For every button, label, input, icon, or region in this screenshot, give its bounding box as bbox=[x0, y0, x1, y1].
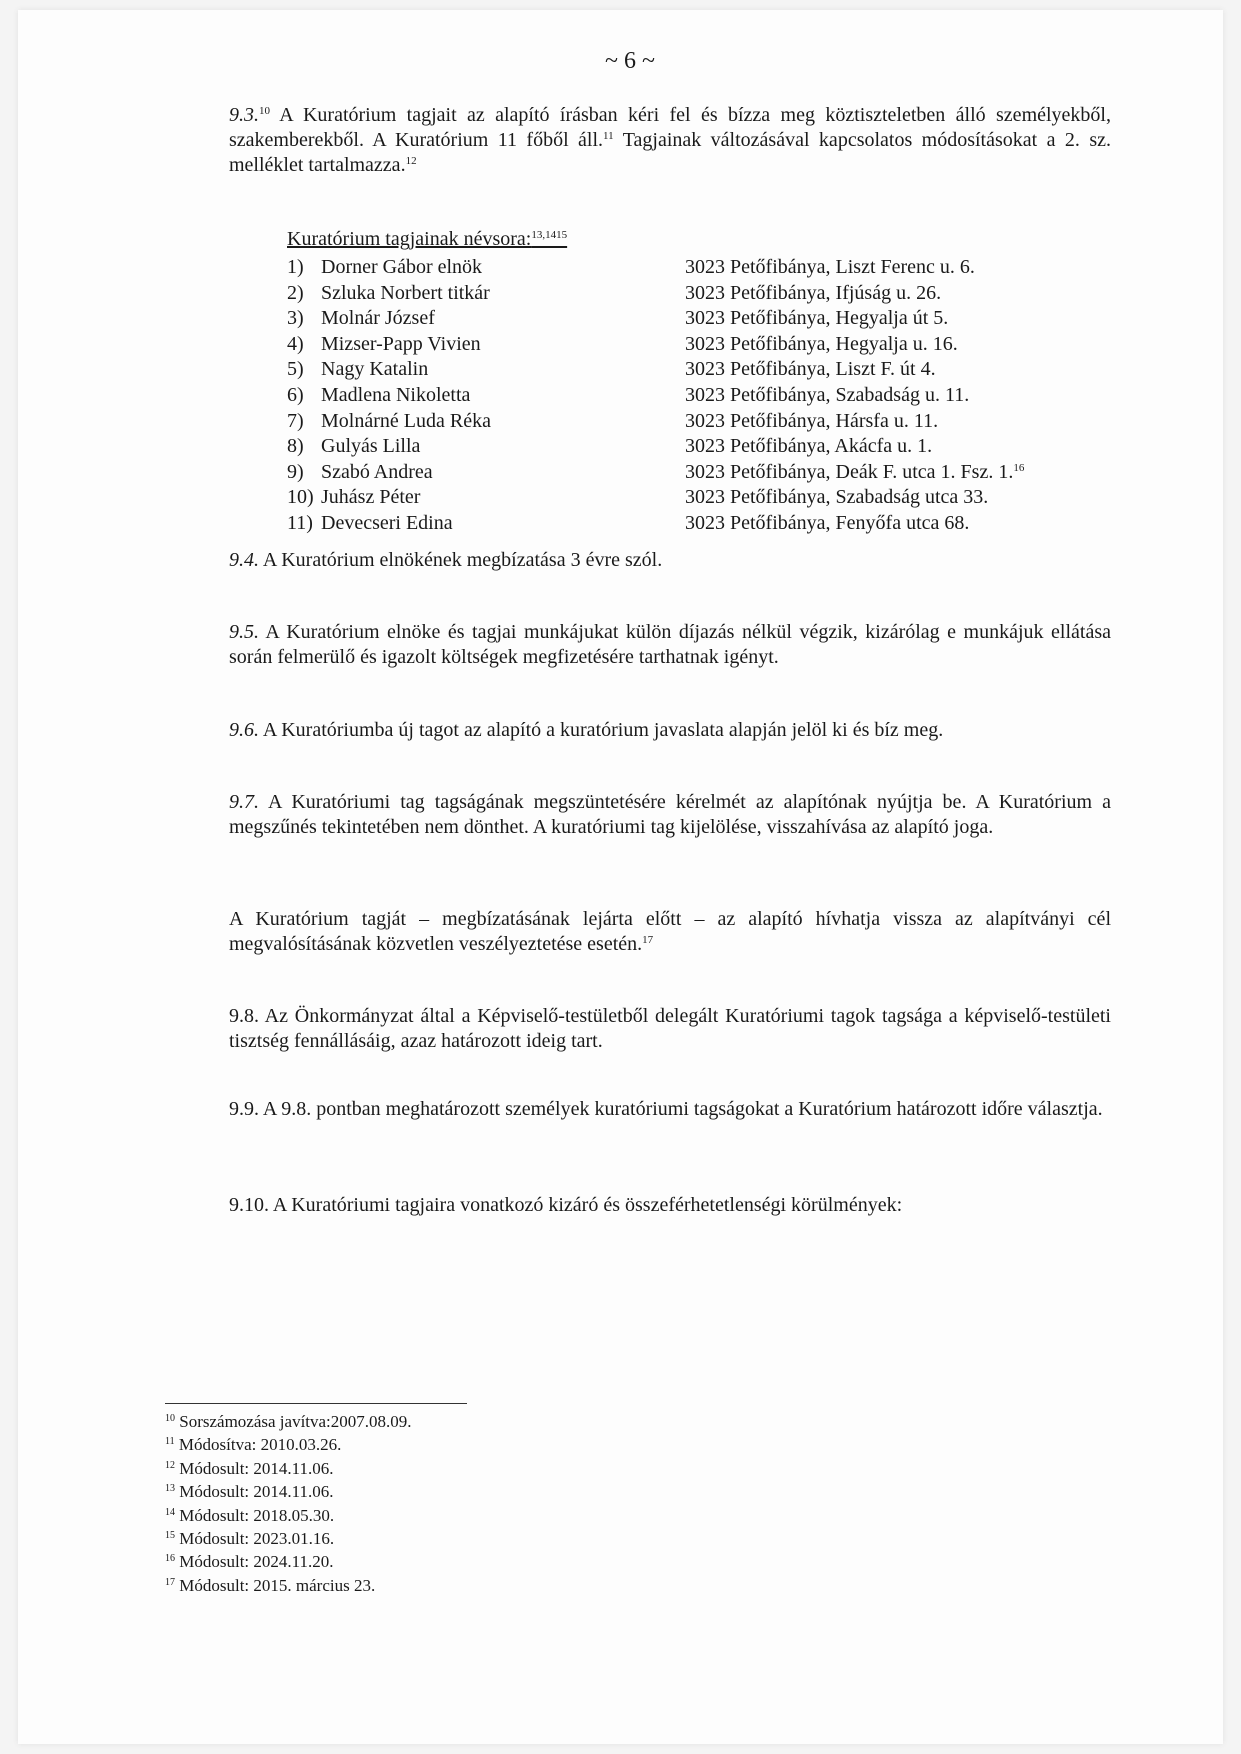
member-row bbox=[287, 282, 1107, 308]
footnote-number: 13 bbox=[165, 1483, 175, 1495]
footnote-number: 17 bbox=[165, 1576, 175, 1588]
footnote-text: Módosult: 2023.01.16. bbox=[175, 1529, 335, 1549]
paragraph-9-6 bbox=[229, 718, 1111, 743]
member-name: Molnárné Luda Réka bbox=[321, 409, 491, 432]
member-name: Juhász Péter bbox=[321, 486, 421, 509]
paragraph-9-4 bbox=[229, 548, 1111, 573]
member-index: 11) bbox=[287, 511, 313, 534]
paragraph-9-7-recall bbox=[229, 907, 1111, 957]
footnote-text: Módosult: 2018.05.30. bbox=[175, 1505, 335, 1525]
member-name: Dorner Gábor elnök bbox=[321, 256, 483, 278]
member-address: 3023 Petőfibánya, Akácfa u. 1. bbox=[685, 435, 933, 458]
member-name: Mizser-Papp Vivien bbox=[321, 332, 481, 355]
paragraph-text: A Kuratórium tagját – megbízatásának lejárta előtt – az alapító hívhatja vissza az alapítványi cél megvalósításának közvetlen veszélyeztetése esetén. bbox=[229, 908, 1111, 955]
paragraph-9-8 bbox=[229, 1004, 1111, 1054]
members-list-title: Kuratórium tagjainak névsora:$^{13,1415}$ bbox=[287, 228, 568, 250]
footnote-text: Módosult: 2014.11.06. bbox=[175, 1482, 334, 1502]
paragraph-text: A 9.8. pontban meghatározott személyek kuratóriumi tagságokat a Kuratórium határozott időre választja. bbox=[259, 1098, 1103, 1120]
member-index: 1) bbox=[287, 256, 304, 278]
member-address: 3023 Petőfibánya, Deák F. utca 1. Fsz. 1.16 bbox=[685, 460, 1025, 483]
footnote-text: Módosult: 2024.11.20. bbox=[175, 1552, 334, 1572]
member-name: Gulyás Lilla bbox=[321, 435, 421, 458]
member-address: 3023 Petőfibánya, Ifjúság u. 26. bbox=[685, 281, 942, 304]
footnote-text: Módosítva: 2010.03.26. bbox=[174, 1435, 342, 1455]
member-row bbox=[287, 307, 1107, 333]
member-index: 3) bbox=[287, 307, 304, 330]
section-number: 9.7. bbox=[229, 791, 259, 813]
footnote bbox=[165, 1433, 412, 1456]
member-name: Nagy Katalin bbox=[321, 358, 429, 381]
footnote bbox=[165, 1410, 412, 1433]
footnote-number: 10 bbox=[165, 1413, 175, 1424]
member-index: 9) bbox=[287, 460, 304, 483]
page-number: ~ 6 ~ bbox=[605, 48, 655, 74]
member-index: 2) bbox=[287, 281, 304, 304]
member-index: 8) bbox=[287, 435, 304, 458]
paragraph-text: 9.10. A Kuratóriumi tagjaira vonatkozó kizáró és összeférhetetlenségi körülmények: bbox=[229, 1194, 903, 1216]
member-row bbox=[287, 333, 1107, 359]
member-address: 3023 Petőfibánya, Szabadság utca 33. bbox=[685, 486, 989, 509]
footnote-text: Módosult: 2014.11.06. bbox=[175, 1458, 334, 1478]
footnote-separator bbox=[165, 1403, 467, 1404]
footnote bbox=[165, 1574, 412, 1597]
footnote-number: 12 bbox=[165, 1459, 175, 1471]
footnote-ref: 11 bbox=[603, 130, 614, 142]
footnote bbox=[165, 1480, 412, 1503]
member-index: 7) bbox=[287, 409, 304, 432]
paragraph-9-10 bbox=[229, 1193, 1111, 1218]
paragraph-9-9 bbox=[229, 1097, 1111, 1122]
footnotes bbox=[165, 1410, 412, 1597]
member-address: 3023 Petőfibánya, Fenyőfa utca 68. bbox=[685, 511, 970, 534]
member-row bbox=[287, 358, 1107, 384]
member-address: 3023 Petőfibánya, Hársfa u. 11. bbox=[685, 409, 939, 432]
members-list bbox=[287, 256, 1107, 538]
member-index: 10) bbox=[287, 486, 314, 509]
paragraph-text: A Kuratóriumi tag tagságának megszüntetésére kérelmét az alapítónak nyújtja be. A Kuratórium a megszűnés tekintetében nem dönthet. A kuratóriumi tag kijelölése, visszahívása az alapító joga. bbox=[229, 791, 1111, 838]
section-number: 9.3. bbox=[229, 104, 259, 126]
paragraph-text: A Kuratórium tagjait az alapító írásban kéri fel és bízza meg köztiszteletben álló személyekből, szakemberekből. A Kuratórium 11 főből áll. bbox=[229, 104, 1111, 151]
footnote-ref: 16 bbox=[1013, 461, 1025, 474]
section-number: 9.9. bbox=[229, 1098, 259, 1120]
footnote-text: Módosult: 2015. március 23. bbox=[175, 1575, 376, 1595]
footnote-ref: 12 bbox=[405, 155, 417, 167]
paragraph-text: A Kuratóriumba új tagot az alapító a kuratórium javaslata alapján jelöl ki és bíz meg. bbox=[259, 719, 944, 741]
member-row bbox=[287, 435, 1107, 461]
member-name: Szluka Norbert titkár bbox=[321, 281, 490, 304]
member-index: 4) bbox=[287, 332, 304, 355]
footnote bbox=[165, 1504, 412, 1527]
member-address: 3023 Petőfibánya, Hegyalja út 5. bbox=[685, 307, 949, 330]
section-number: 9.4. bbox=[229, 549, 259, 571]
member-address: 3023 Petőfibánya, Szabadság u. 11. bbox=[685, 383, 970, 406]
footnote bbox=[165, 1457, 412, 1480]
footnote-number: 14 bbox=[165, 1506, 175, 1518]
footnote-number: 15 bbox=[165, 1530, 175, 1542]
footnote-ref: 10 bbox=[259, 105, 270, 117]
member-index: 5) bbox=[287, 358, 304, 381]
member-row bbox=[287, 384, 1107, 410]
paragraph-text: Tagjainak változásával kapcsolatos módosításokat a 2. sz. melléklet tartalmazza. bbox=[229, 129, 1112, 176]
member-row bbox=[287, 461, 1107, 487]
footnote-number: 11 bbox=[165, 1436, 175, 1448]
member-index: 6) bbox=[287, 383, 304, 406]
footnote-text: Sorszámozása javítva:2007.08.09. bbox=[175, 1412, 412, 1431]
footnote-ref: 17 bbox=[642, 934, 654, 946]
section-number: 9.8. bbox=[229, 1005, 259, 1027]
member-address: 3023 Petőfibánya, Hegyalja u. 16. bbox=[685, 332, 958, 355]
paragraph-text: A Kuratórium elnökének megbízatása 3 évre szól. bbox=[259, 549, 663, 571]
member-name: Devecseri Edina bbox=[321, 511, 453, 534]
footnote bbox=[165, 1527, 412, 1550]
paragraph-text: Az Önkormányzat által a Képviselő-testületből delegált Kuratóriumi tagok tagsága a képviselő-testületi tisztség fennállásáig, azaz határozott ideig tart. bbox=[229, 1005, 1111, 1052]
member-row bbox=[287, 486, 1107, 512]
member-name: Molnár József bbox=[321, 307, 435, 330]
footnote-number: 16 bbox=[165, 1553, 175, 1565]
member-address: 3023 Petőfibánya, Liszt F. út 4. bbox=[685, 358, 936, 381]
member-row bbox=[287, 512, 1107, 538]
paragraph-text: A Kuratórium elnöke és tagjai munkájukat külön díjazás nélkül végzik, kizárólag e munkájuk ellátása során felmerülő és igazolt költségek megfizetésére tarthatnak igényt. bbox=[229, 621, 1111, 668]
footnote bbox=[165, 1550, 412, 1573]
member-name: Madlena Nikoletta bbox=[321, 383, 471, 406]
member-row bbox=[287, 410, 1107, 436]
paragraph-9-3 bbox=[229, 103, 1111, 178]
section-number: 9.5. bbox=[229, 621, 259, 643]
paragraph-9-5 bbox=[229, 620, 1111, 670]
footnote-ref: 13,1415 bbox=[531, 229, 568, 241]
paragraph-9-7 bbox=[229, 790, 1111, 840]
section-number: 9.6. bbox=[229, 719, 259, 741]
member-name: Szabó Andrea bbox=[321, 460, 433, 483]
member-address: 3023 Petőfibánya, Liszt Ferenc u. 6. bbox=[685, 256, 975, 278]
member-row bbox=[287, 256, 1107, 282]
